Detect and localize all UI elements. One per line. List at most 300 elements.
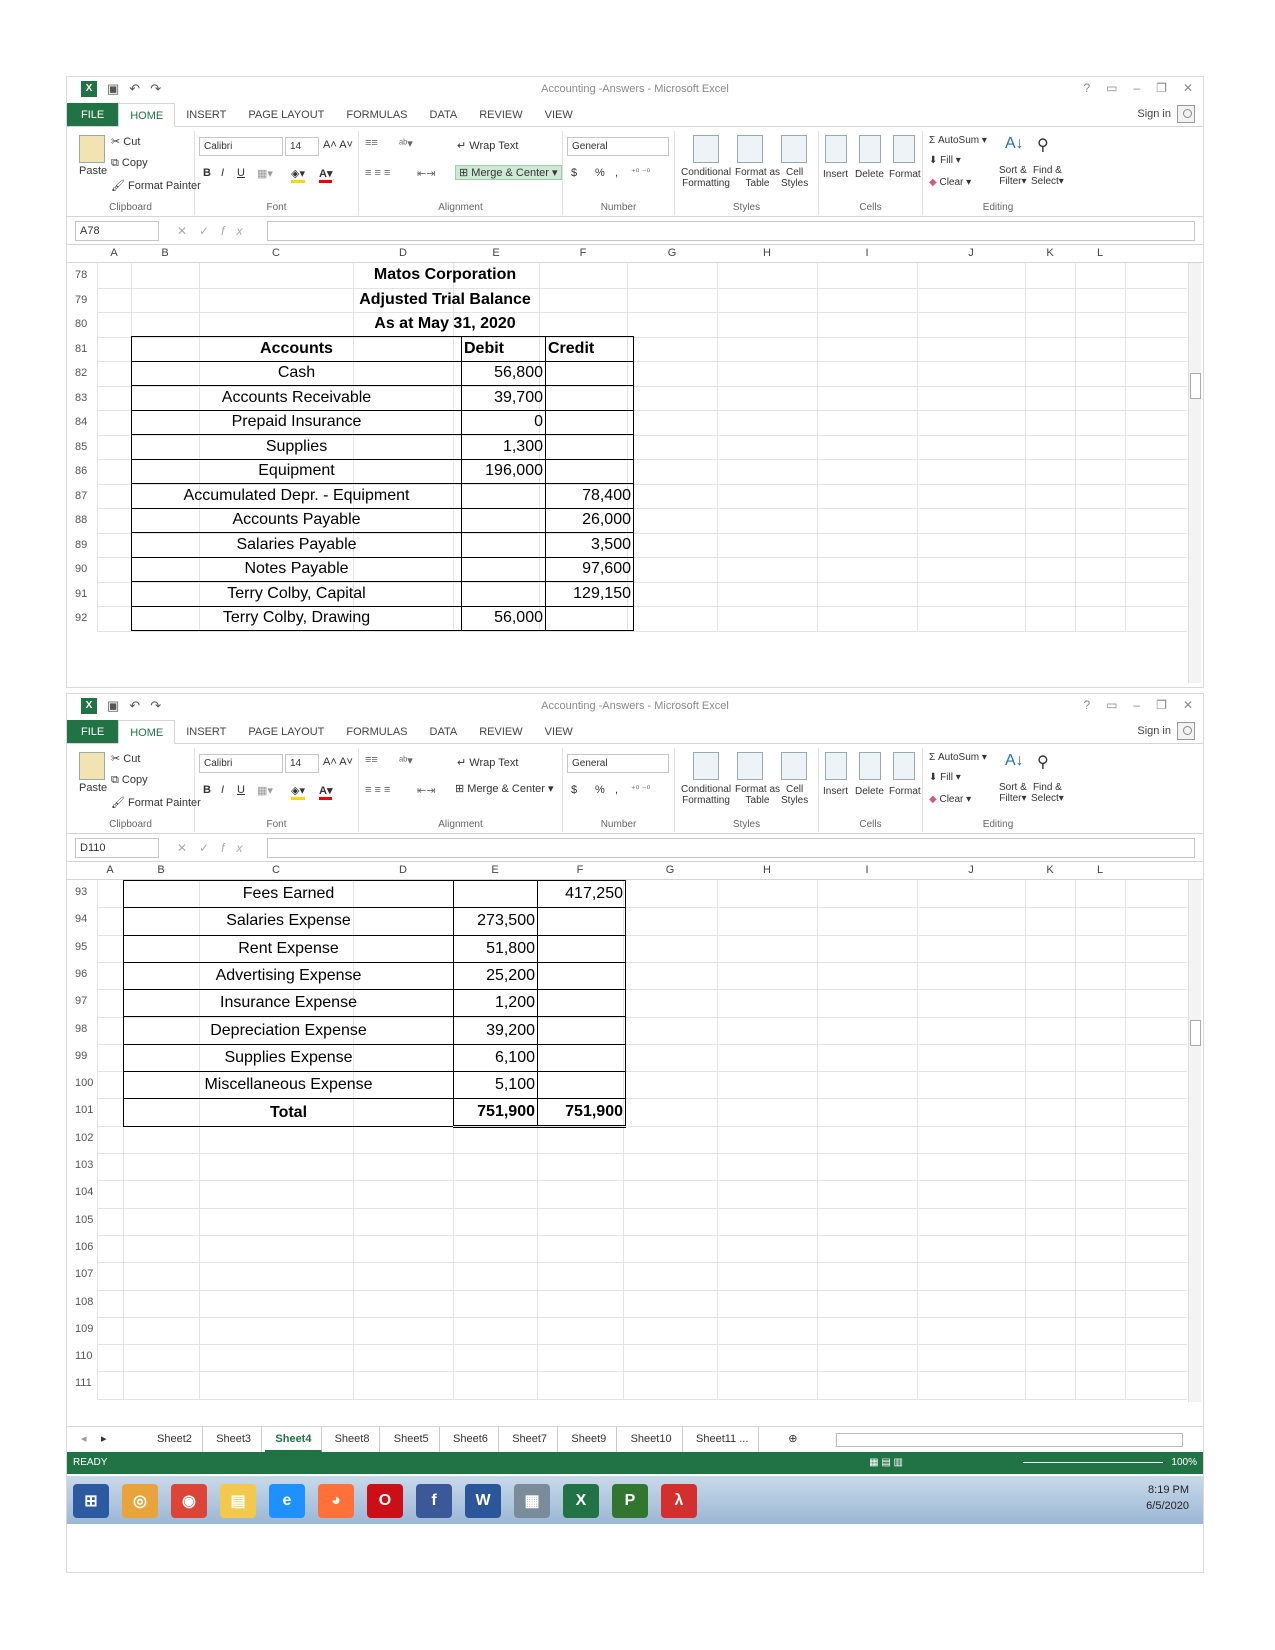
cell-account[interactable]: Miscellaneous Expense (124, 1072, 454, 1099)
tab-review[interactable]: REVIEW (479, 726, 523, 738)
cell-debit[interactable] (462, 533, 546, 558)
formula-icons[interactable]: ✕✓fx (177, 841, 255, 855)
cell-credit[interactable] (546, 435, 634, 460)
underline-button[interactable]: U (237, 167, 245, 179)
sort-filter-button[interactable]: Sort & Filter▾ (999, 165, 1027, 187)
restore-icon[interactable]: ❐ (1156, 698, 1167, 712)
row-header[interactable]: 91 (75, 587, 88, 600)
row-header[interactable]: 110 (75, 1350, 93, 1363)
fill-button[interactable]: ⬇ Fill ▾ (929, 772, 961, 783)
restore-icon[interactable]: ❐ (1156, 81, 1167, 95)
row-header[interactable]: 78 (75, 269, 88, 281)
cell-credit[interactable] (538, 1044, 626, 1071)
paste-icon[interactable] (79, 135, 105, 163)
cell-styles-button[interactable]: Cell Styles (781, 167, 809, 189)
sheet-tab-sheet9[interactable]: Sheet9 (561, 1427, 617, 1452)
tab-view[interactable]: VIEW (544, 726, 573, 738)
add-sheet-icon[interactable]: ⊕ (788, 1433, 798, 1445)
cell-credit[interactable] (546, 606, 634, 631)
align-top-icon[interactable]: ≡≡ (365, 754, 378, 766)
row-header[interactable]: 106 (75, 1240, 94, 1253)
title-bar (67, 694, 1203, 720)
cell-credit[interactable]: 417,250 (538, 881, 626, 908)
column-header-c[interactable]: C (272, 247, 280, 259)
underline-button[interactable]: U (237, 784, 245, 796)
cell-debit[interactable] (462, 484, 546, 509)
cell-debit[interactable]: 5,100 (454, 1072, 538, 1099)
format-as-table-icon[interactable] (737, 752, 763, 780)
column-header-c[interactable]: C (272, 864, 280, 876)
sort-filter-button[interactable]: Sort & Filter▾ (999, 782, 1027, 804)
opera-icon[interactable]: O (367, 1484, 403, 1518)
indent-icon[interactable]: ⇤⇥ (417, 168, 436, 180)
paste-button[interactable]: Paste (79, 165, 108, 177)
cell-debit[interactable]: 196,000 (462, 459, 546, 484)
merge-center-button[interactable]: ⊞ Merge & Center ▾ (455, 783, 554, 795)
cell-credit[interactable] (538, 962, 626, 989)
cell-credit[interactable]: 97,600 (546, 557, 634, 582)
row-header[interactable]: 105 (75, 1213, 94, 1226)
cell-account[interactable]: Depreciation Expense (124, 1017, 454, 1044)
wrap-text-button[interactable]: ↵ Wrap Text (457, 757, 519, 769)
copy-button[interactable]: ⧉ Copy (111, 157, 148, 169)
row-header[interactable]: 81 (75, 342, 88, 355)
comma-button[interactable]: , (615, 167, 619, 179)
excel-icon[interactable]: X (563, 1484, 599, 1518)
column-header-i[interactable]: I (865, 864, 869, 876)
horizontal-scrollbar[interactable] (836, 1433, 1183, 1447)
tab-file[interactable]: FILE (67, 103, 118, 126)
tab-insert[interactable]: INSERT (186, 726, 227, 738)
format-painter-button[interactable]: 🖌 Format Painter (111, 797, 201, 809)
undo-icon[interactable]: ↶ (129, 81, 141, 96)
row-header[interactable]: 107 (75, 1268, 94, 1281)
cell-account[interactable]: Terry Colby, Drawing (132, 606, 462, 631)
calculator-icon[interactable]: ▦ (514, 1484, 550, 1518)
column-header-l[interactable]: L (1096, 247, 1104, 259)
column-header-g[interactable]: G (667, 247, 677, 259)
column-header-debit[interactable]: Debit (462, 337, 546, 362)
cell-debit[interactable] (454, 881, 538, 908)
format-button[interactable]: Format (889, 786, 921, 797)
conditional-formatting-icon[interactable] (693, 135, 719, 163)
tab-data[interactable]: DATA (429, 109, 458, 121)
column-header-j[interactable]: J (968, 864, 974, 876)
cell-account[interactable]: Salaries Payable (132, 533, 462, 558)
sort-filter-icon[interactable]: A↓ (1005, 752, 1024, 769)
sheet-tab-sheet10[interactable]: Sheet10 (621, 1427, 683, 1452)
cell-debit[interactable]: 51,800 (454, 935, 538, 962)
percent-button[interactable]: % (595, 784, 605, 796)
row-header[interactable]: 108 (75, 1295, 94, 1308)
redo-icon[interactable]: ↷ (150, 81, 162, 96)
trial-balance-table (123, 880, 626, 1128)
total-label[interactable]: Total (124, 1099, 454, 1126)
delete-button[interactable]: Delete (855, 786, 884, 797)
row-header[interactable]: 93 (75, 886, 88, 898)
currency-button[interactable]: $ (571, 167, 578, 179)
sheet-nav-prev-icon[interactable]: ◂ (81, 1433, 87, 1445)
row-header[interactable]: 83 (75, 391, 88, 404)
column-header-credit[interactable]: Credit (546, 337, 634, 362)
sheet-tab-sheet7[interactable]: Sheet7 (502, 1427, 558, 1452)
view-buttons-icon[interactable]: ▦ ▤ ▥ (869, 1457, 903, 1468)
cell-account[interactable]: Cash (132, 361, 462, 386)
cell-styles-icon[interactable] (781, 752, 807, 780)
cell-account[interactable]: Accounts Receivable (132, 386, 462, 411)
cell-account[interactable]: Accounts Payable (132, 508, 462, 533)
sign-in-link[interactable]: Sign in (1137, 725, 1171, 737)
sheet-grid[interactable] (67, 263, 1203, 683)
cell-account[interactable]: Fees Earned (124, 881, 454, 908)
undo-icon[interactable]: ↶ (129, 698, 141, 713)
cell-credit[interactable]: 129,150 (546, 582, 634, 607)
zoom-level[interactable]: 100% (1171, 1457, 1197, 1468)
sheet-grid[interactable] (67, 880, 1203, 1402)
row-header[interactable]: 97 (75, 995, 88, 1008)
minimize-icon[interactable]: – (1133, 81, 1141, 95)
delete-cells-icon[interactable] (859, 752, 881, 780)
fill-down-icon: ⬇ (929, 155, 941, 166)
cell-account[interactable]: Supplies Expense (124, 1044, 454, 1071)
bold-button[interactable]: B (203, 167, 211, 179)
insert-cells-icon[interactable] (825, 752, 847, 780)
format-cells-icon[interactable] (893, 752, 915, 780)
format-cells-icon[interactable] (893, 135, 915, 163)
format-button[interactable]: Format (889, 169, 921, 180)
orientation-icon[interactable]: ᵃᵇ▾ (399, 138, 413, 150)
tab-insert[interactable]: INSERT (186, 109, 227, 121)
column-header-j[interactable]: J (968, 247, 974, 259)
facebook-icon[interactable]: f (416, 1484, 452, 1518)
column-header-d[interactable]: D (399, 247, 407, 259)
row-header[interactable]: 103 (75, 1159, 94, 1171)
font-grow-icon[interactable]: A˄ A˅ (323, 756, 353, 768)
formula-input[interactable] (267, 838, 1195, 858)
row-header[interactable]: 101 (75, 1104, 94, 1117)
column-header-a[interactable]: A (110, 247, 118, 259)
cell-debit[interactable]: 6,100 (454, 1044, 538, 1071)
currency-button[interactable]: $ (571, 784, 578, 796)
cell-account[interactable]: Equipment (132, 459, 462, 484)
column-header-h[interactable]: H (763, 247, 771, 259)
column-header-b[interactable]: B (161, 247, 169, 259)
align-left-icon[interactable]: ≡ ≡ ≡ (365, 784, 391, 796)
sheet-tab-sheet11[interactable]: Sheet11 ... (686, 1427, 759, 1452)
column-header-b[interactable]: B (157, 864, 165, 876)
cell-debit[interactable]: 56,000 (462, 606, 546, 631)
acrobat-icon[interactable]: λ (661, 1484, 697, 1518)
row-header[interactable]: 95 (75, 940, 88, 953)
tab-formulas[interactable]: FORMULAS (346, 726, 408, 738)
cell-debit[interactable]: 1,300 (462, 435, 546, 460)
binoculars-icon[interactable]: ⚲ (1037, 137, 1049, 154)
binoculars-icon[interactable]: ⚲ (1037, 754, 1049, 771)
decimal-icon[interactable]: ⁺⁰ ⁻⁰ (631, 784, 651, 794)
scrollbar-thumb[interactable] (1190, 1020, 1201, 1046)
tab-page-layout[interactable]: PAGE LAYOUT (248, 726, 325, 738)
cell-debit[interactable]: 1,200 (454, 990, 538, 1017)
cell-account[interactable]: Notes Payable (132, 557, 462, 582)
number-format-select[interactable]: General (567, 137, 669, 156)
row-header[interactable]: 84 (75, 416, 88, 428)
column-header-l[interactable]: L (1096, 864, 1104, 876)
styles-label: Styles (732, 819, 761, 830)
cut-button[interactable]: ✂ Cut (111, 136, 141, 148)
cell-credit[interactable] (538, 1017, 626, 1044)
row-gridline (97, 1317, 1187, 1318)
font-name-select[interactable]: Calibri (199, 137, 283, 156)
font-size-select[interactable]: 14 (285, 754, 319, 773)
cell-account[interactable]: Prepaid Insurance (132, 410, 462, 435)
italic-button[interactable]: I (221, 167, 225, 179)
word-icon[interactable]: W (465, 1484, 501, 1518)
windows-start-icon[interactable]: ⊞ (73, 1484, 109, 1518)
cell-debit[interactable]: 56,800 (462, 361, 546, 386)
font-color-icon[interactable]: A▾ (319, 784, 332, 800)
styles-group (675, 748, 819, 832)
cell-credit[interactable] (538, 990, 626, 1017)
insert-cells-icon[interactable] (825, 135, 847, 163)
sheet-tab-sheet2[interactable]: Sheet2 (147, 1427, 203, 1452)
conditional-formatting-button[interactable]: Conditional Formatting (681, 784, 732, 806)
delete-button[interactable]: Delete (855, 169, 884, 180)
italic-button[interactable]: I (221, 784, 225, 796)
firefox-icon[interactable]: ◕ (318, 1484, 354, 1518)
cell-credit[interactable] (538, 1072, 626, 1099)
vertical-scrollbar[interactable] (1188, 880, 1201, 1402)
redo-icon[interactable]: ↷ (150, 698, 162, 713)
orientation-icon[interactable]: ᵃᵇ▾ (399, 755, 413, 767)
font-name-select[interactable]: Calibri (199, 754, 283, 773)
row-header[interactable]: 85 (75, 440, 88, 453)
column-header-accounts[interactable]: Accounts (132, 337, 462, 362)
sheet-tab-sheet5[interactable]: Sheet5 (384, 1427, 440, 1452)
borders-icon[interactable]: ▦▾ (257, 785, 273, 797)
column-header-k[interactable]: K (1046, 247, 1054, 259)
ribbon-display-icon[interactable]: ▭ (1106, 698, 1118, 712)
cell-credit[interactable] (546, 459, 634, 484)
outlook-icon[interactable]: ◎ (122, 1484, 158, 1518)
cell-debit[interactable]: 39,200 (454, 1017, 538, 1044)
align-top-icon[interactable]: ≡≡ (365, 137, 378, 149)
fill-button[interactable]: ⬇ Fill ▾ (929, 155, 961, 166)
sheet-tab-sheet6[interactable]: Sheet6 (443, 1427, 499, 1452)
cell-debit[interactable]: 273,500 (454, 908, 538, 935)
avatar[interactable] (1177, 105, 1195, 123)
row-header[interactable]: 87 (75, 489, 88, 502)
row-header[interactable]: 100 (75, 1077, 94, 1090)
row-header[interactable]: 96 (75, 967, 88, 980)
avatar[interactable] (1177, 722, 1195, 740)
total-debit[interactable]: 751,900 (454, 1099, 538, 1126)
conditional-formatting-button[interactable]: Conditional Formatting (681, 167, 732, 189)
save-icon[interactable]: ▣ (107, 698, 120, 713)
scrollbar-thumb[interactable] (1190, 373, 1201, 399)
clear-button[interactable]: ◆ Clear ▾ (929, 794, 972, 805)
cell-credit[interactable] (546, 410, 634, 435)
ribbon-tabs (67, 720, 1203, 744)
cell-credit[interactable] (546, 361, 634, 386)
tab-file[interactable]: FILE (67, 720, 118, 743)
column-header-k[interactable]: K (1046, 864, 1054, 876)
align-left-icon[interactable]: ≡ ≡ ≡ (365, 167, 391, 179)
cell-account[interactable]: Terry Colby, Capital (132, 582, 462, 607)
format-painter-button[interactable]: 🖌 Format Painter (111, 180, 201, 192)
tab-home[interactable]: HOME (118, 720, 175, 744)
chrome-icon[interactable]: ◉ (171, 1484, 207, 1518)
cell-debit[interactable] (462, 508, 546, 533)
ribbon-display-icon[interactable]: ▭ (1106, 81, 1118, 95)
tab-review[interactable]: REVIEW (479, 109, 523, 121)
row-header[interactable]: 102 (75, 1131, 94, 1144)
delete-cells-icon[interactable] (859, 135, 881, 163)
name-box[interactable]: D110 (75, 838, 159, 858)
column-header-g[interactable]: G (665, 864, 675, 876)
row-header[interactable]: 92 (75, 612, 88, 624)
format-as-table-icon[interactable] (737, 135, 763, 163)
copy-button[interactable]: ⧉ Copy (111, 774, 148, 786)
cell-credit[interactable]: 78,400 (546, 484, 634, 509)
format-as-table-button[interactable]: Format as Table (735, 167, 781, 189)
row-header[interactable]: 99 (75, 1049, 88, 1062)
cut-button[interactable]: ✂ Cut (111, 753, 141, 765)
internet-explorer-icon[interactable]: e (269, 1484, 305, 1518)
name-box[interactable]: A78 (75, 221, 159, 241)
column-header-h[interactable]: H (763, 864, 771, 876)
decimal-icon[interactable]: ⁺⁰ ⁻⁰ (631, 167, 651, 177)
cell-account[interactable]: Advertising Expense (124, 962, 454, 989)
tab-data[interactable]: DATA (429, 726, 458, 738)
conditional-formatting-icon[interactable] (693, 752, 719, 780)
total-credit[interactable]: 751,900 (538, 1099, 626, 1126)
clock-date[interactable]: 6/5/2020 (1146, 1500, 1189, 1512)
column-header-e[interactable]: E (492, 247, 500, 259)
paste-button[interactable]: Paste (79, 782, 108, 794)
row-header[interactable]: 88 (75, 514, 88, 526)
cell-account[interactable]: Rent Expense (124, 935, 454, 962)
cell-styles-icon[interactable] (781, 135, 807, 163)
insert-button[interactable]: Insert (823, 169, 849, 180)
row-header[interactable]: 104 (75, 1186, 94, 1199)
column-header-a[interactable]: A (106, 864, 114, 876)
autosum-button[interactable]: Σ AutoSum ▾ (929, 752, 987, 763)
percent-button[interactable]: % (595, 167, 605, 179)
cell-credit[interactable] (538, 935, 626, 962)
row-gridline (97, 1344, 1187, 1345)
clock-time[interactable]: 8:19 PM (1148, 1484, 1189, 1496)
cell-account[interactable]: Insurance Expense (124, 990, 454, 1017)
font-grow-icon[interactable]: A˄ A˅ (323, 139, 353, 151)
comma-button[interactable]: , (615, 784, 619, 796)
help-icon[interactable]: ? (1083, 698, 1091, 712)
cell-debit[interactable]: 0 (462, 410, 546, 435)
cell-account[interactable]: Accumulated Depr. - Equipment (132, 484, 462, 509)
row-header[interactable]: 111 (75, 1377, 92, 1390)
row-header[interactable]: 98 (75, 1022, 88, 1035)
borders-icon[interactable]: ▦▾ (257, 168, 273, 180)
column-header-e[interactable]: E (491, 864, 499, 876)
row-header[interactable]: 94 (75, 913, 88, 926)
format-as-table-button[interactable]: Format as Table (735, 784, 781, 806)
vertical-scrollbar[interactable] (1188, 263, 1201, 683)
wrap-text-button[interactable]: ↵ Wrap Text (457, 140, 519, 152)
fill-color-icon[interactable]: ◈▾ (291, 784, 305, 800)
minimize-icon[interactable]: – (1133, 698, 1141, 712)
tab-home[interactable]: HOME (118, 103, 175, 127)
tab-page-layout[interactable]: PAGE LAYOUT (248, 109, 325, 121)
font-color-icon[interactable]: A▾ (319, 167, 332, 183)
cell-credit[interactable] (546, 386, 634, 411)
clipboard-label: Clipboard (109, 819, 152, 830)
cell-credit[interactable]: 26,000 (546, 508, 634, 533)
cell-debit[interactable] (462, 582, 546, 607)
cell-debit[interactable] (462, 557, 546, 582)
column-header-d[interactable]: D (399, 864, 407, 876)
row-header[interactable]: 89 (75, 538, 88, 551)
sheet-tab-sheet3[interactable]: Sheet3 (206, 1427, 262, 1452)
tab-view[interactable]: VIEW (544, 109, 573, 121)
cell-styles-button[interactable]: Cell Styles (781, 784, 809, 806)
find-select-button[interactable]: Find & Select▾ (1031, 782, 1064, 804)
row-header[interactable]: 79 (75, 293, 88, 306)
row-header[interactable]: 86 (75, 465, 88, 477)
insert-button[interactable]: Insert (823, 786, 849, 797)
row-header[interactable]: 80 (75, 318, 88, 330)
font-size-select[interactable]: 14 (285, 137, 319, 156)
sheet-tab-sheet8[interactable]: Sheet8 (325, 1427, 381, 1452)
sheet-tab-sheet4[interactable]: Sheet4 (265, 1427, 322, 1452)
sort-filter-icon[interactable]: A↓ (1005, 135, 1024, 152)
clear-button[interactable]: ◆ Clear ▾ (929, 177, 972, 188)
project-icon[interactable]: P (612, 1484, 648, 1518)
number-format-select[interactable]: General (567, 754, 669, 773)
formula-input[interactable] (267, 221, 1195, 241)
indent-icon[interactable]: ⇤⇥ (417, 785, 436, 797)
row-header[interactable]: 109 (75, 1322, 94, 1335)
file-explorer-icon[interactable]: ▤ (220, 1484, 256, 1518)
close-icon[interactable]: ✕ (1182, 81, 1193, 95)
save-icon[interactable]: ▣ (107, 81, 120, 96)
fill-color-icon[interactable]: ◈▾ (291, 167, 305, 183)
cell-credit[interactable] (538, 908, 626, 935)
row-header[interactable]: 82 (75, 367, 88, 379)
help-icon[interactable]: ? (1083, 81, 1091, 95)
column-header-f[interactable]: F (576, 864, 584, 876)
merge-center-button[interactable]: ⊞ Merge & Center ▾ (455, 165, 562, 180)
column-header-f[interactable]: F (579, 247, 587, 259)
cell-account[interactable]: Salaries Expense (124, 908, 454, 935)
cell-debit[interactable]: 39,700 (462, 386, 546, 411)
autosum-button[interactable]: Σ AutoSum ▾ (929, 135, 987, 146)
row-header[interactable]: 90 (75, 563, 88, 575)
paste-icon[interactable] (79, 752, 105, 780)
tab-formulas[interactable]: FORMULAS (346, 109, 408, 121)
cell-debit[interactable]: 25,200 (454, 962, 538, 989)
sign-in-link[interactable]: Sign in (1137, 108, 1171, 120)
close-icon[interactable]: ✕ (1182, 698, 1193, 712)
sheet-nav-next-icon[interactable]: ▸ (101, 1433, 107, 1445)
bold-button[interactable]: B (203, 784, 211, 796)
cell-credit[interactable]: 3,500 (546, 533, 634, 558)
formula-icons[interactable]: ✕✓fx (177, 224, 255, 238)
zoom-slider[interactable] (1023, 1462, 1163, 1463)
find-select-button[interactable]: Find & Select▾ (1031, 165, 1064, 187)
windows-taskbar (67, 1476, 1203, 1524)
column-header-i[interactable]: I (865, 247, 869, 259)
editing-group (923, 131, 1073, 215)
cell-account[interactable]: Supplies (132, 435, 462, 460)
